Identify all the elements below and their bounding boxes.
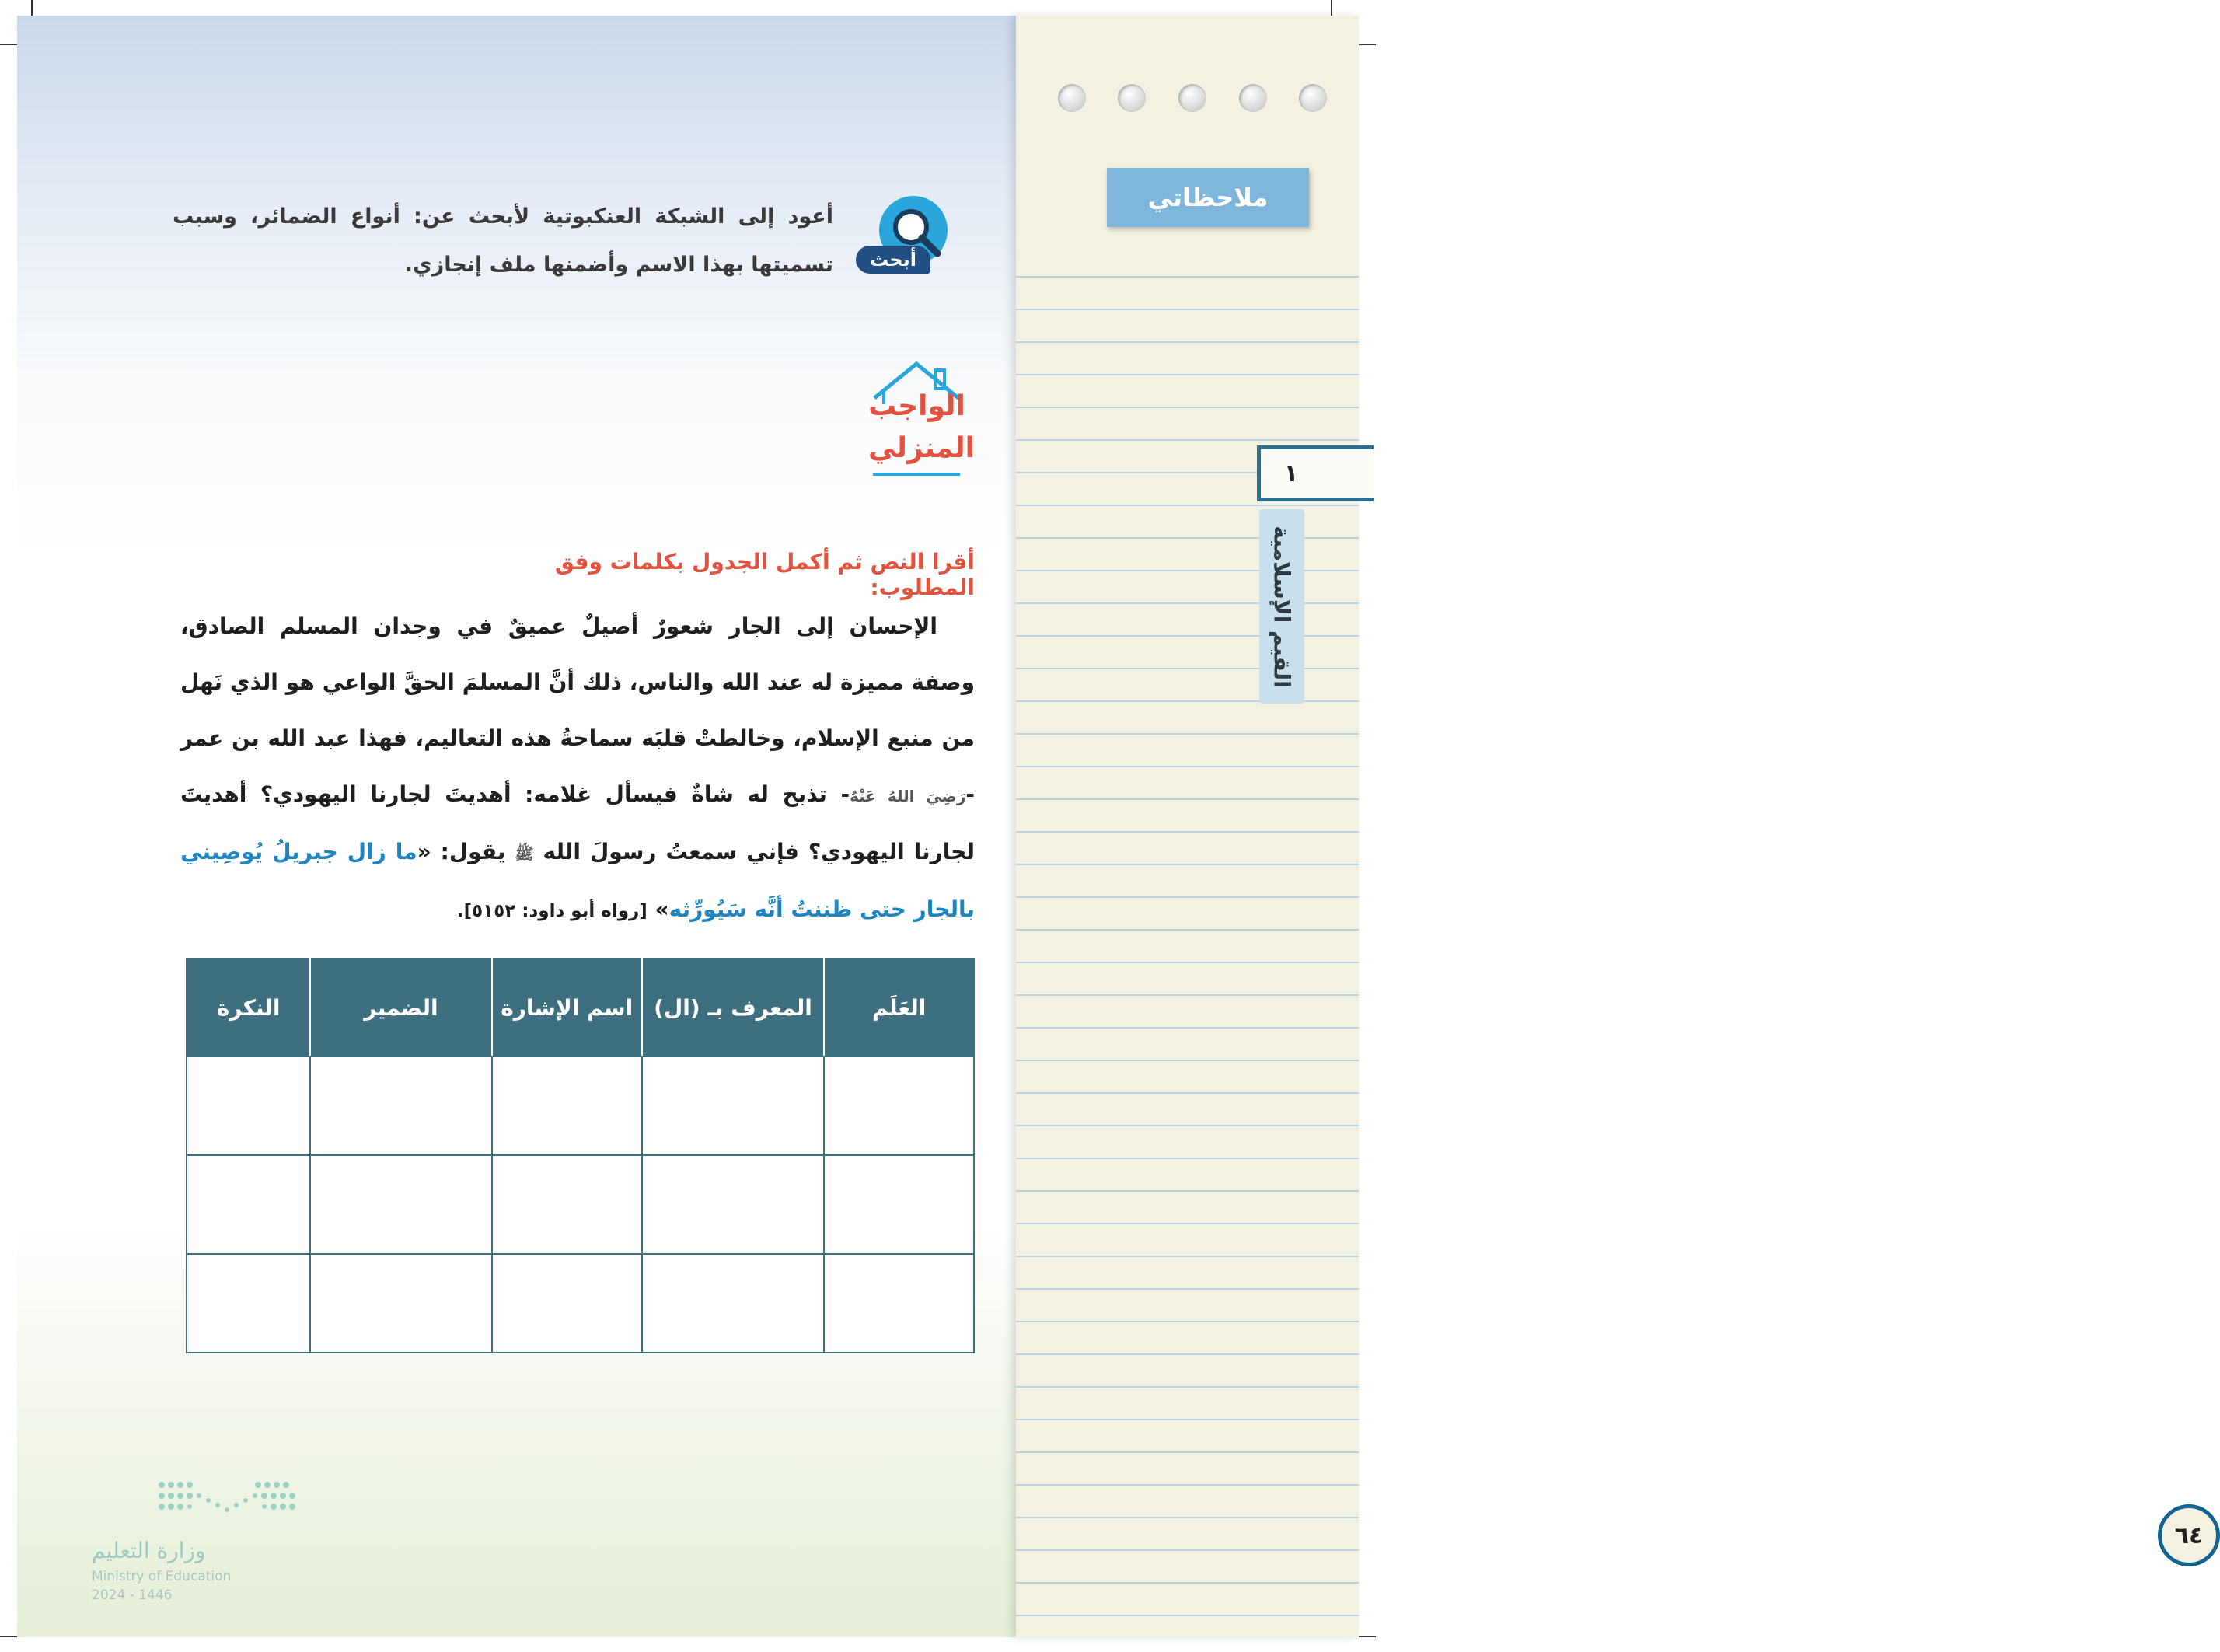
answer-cell[interactable]: [187, 1254, 310, 1353]
crop-mark: [31, 0, 33, 16]
answer-cell[interactable]: [310, 1254, 492, 1353]
search-instruction: أعود إلى الشبكة العنكبوتية لأبحث عن: أنواع الضمائر، وسبب تسميتها بهذا الاسم وأضمنها ملف إنجازي.: [173, 204, 833, 277]
table-row: [187, 1155, 974, 1254]
header-indefinite: النكرة: [187, 959, 310, 1057]
page-number: ٦٤: [2158, 1504, 2220, 1566]
answer-cell[interactable]: [824, 1254, 974, 1353]
binder-hole: [1178, 84, 1206, 112]
binder-hole: [1058, 84, 1086, 112]
crop-mark: [1331, 0, 1332, 16]
table-row: [187, 1057, 974, 1155]
homework-badge: [868, 358, 976, 482]
unit-title-tab: [1259, 509, 1304, 704]
table-header-row: [187, 959, 974, 1057]
ministry-year: 2024 - 1446: [92, 1587, 173, 1603]
hadith-text: ما زال جبريلُ يُوصِيني بالجار حتى ظننتُ أنَّه سَيُورِّثه: [180, 839, 975, 922]
answer-cell[interactable]: [492, 1254, 642, 1353]
search-badge: أبحث: [856, 246, 930, 274]
unit-title: القيم الإسلامية: [1269, 525, 1295, 688]
answer-cell[interactable]: [642, 1254, 825, 1353]
answer-cell[interactable]: [187, 1155, 310, 1254]
notes-title: ملاحظاتي: [1107, 168, 1309, 227]
passage-part4: »: [654, 896, 669, 922]
ministry-emblem-icon: [154, 1477, 309, 1524]
homework-line2: المنزلي: [868, 432, 976, 464]
answer-cell[interactable]: [187, 1057, 310, 1155]
answer-cell[interactable]: [824, 1057, 974, 1155]
answer-table: [186, 958, 975, 1353]
header-definite: المعرف بـ (ال): [642, 959, 825, 1057]
crop-mark: [1357, 44, 1376, 45]
answer-cell[interactable]: [642, 1155, 825, 1254]
unit-number-box: [1257, 445, 1374, 501]
hadith-reference: [رواه أبو داود: ٥١٥٢].: [456, 901, 648, 921]
answer-cell[interactable]: [310, 1057, 492, 1155]
passage-part3: يقول: «: [417, 839, 506, 864]
honorific-prophet: ﷺ: [515, 844, 534, 863]
ministry-name-en: Ministry of Education: [92, 1569, 232, 1584]
exercise-instruction: أقرا النص ثم أكمل الجدول بكلمات وفق المطلوب:: [554, 549, 975, 600]
table-row: [187, 1254, 974, 1353]
honorific-companion: رَضِيَ اللهُ عَنْهُ: [850, 787, 966, 805]
homework-line1: الواجب: [868, 390, 965, 422]
answer-cell[interactable]: [492, 1155, 642, 1254]
passage-part2: - تذبح له شاةٌ فيسأل غلامه: أهديتَ لجارنا اليهودي؟ أهديتَ لجارنا اليهودي؟ فإني سمعتُ رسولَ الله: [180, 781, 976, 864]
header-pronoun: الضمير: [310, 959, 492, 1057]
answer-cell[interactable]: [310, 1155, 492, 1254]
header-proper-noun: العَلَم: [824, 959, 974, 1057]
crop-mark: [1357, 1636, 1376, 1637]
ministry-logo: [92, 1477, 294, 1609]
passage-part1: الإحسان إلى الجار شعورٌ أصيلٌ عميقٌ في وجدان المسلم الصادق، وصفة مميزة له عند الله والناس، ذلك أنَّ المسلمَ الحقَّ الواعي هو الذي نَهل من منبع الإسلام، وخالطتْ قلبَه سماحةُ هذه التعاليم، فهذا عبد الله بن عمر -: [180, 613, 975, 807]
textbook-page: [17, 16, 2204, 1637]
binder-hole: [1118, 84, 1146, 112]
crop-mark: [0, 44, 19, 45]
answer-cell[interactable]: [824, 1155, 974, 1254]
unit-number: ١: [1284, 459, 1299, 487]
answer-cell[interactable]: [642, 1057, 825, 1155]
ministry-name-ar: وزارة التعليم: [92, 1538, 206, 1563]
header-demonstrative: اسم الإشارة: [492, 959, 642, 1057]
reading-passage: [180, 599, 975, 939]
binder-hole: [1239, 84, 1267, 112]
crop-mark: [0, 1636, 19, 1637]
binder-hole: [1299, 84, 1327, 112]
answer-cell[interactable]: [492, 1057, 642, 1155]
notes-panel: [1016, 16, 2204, 1637]
